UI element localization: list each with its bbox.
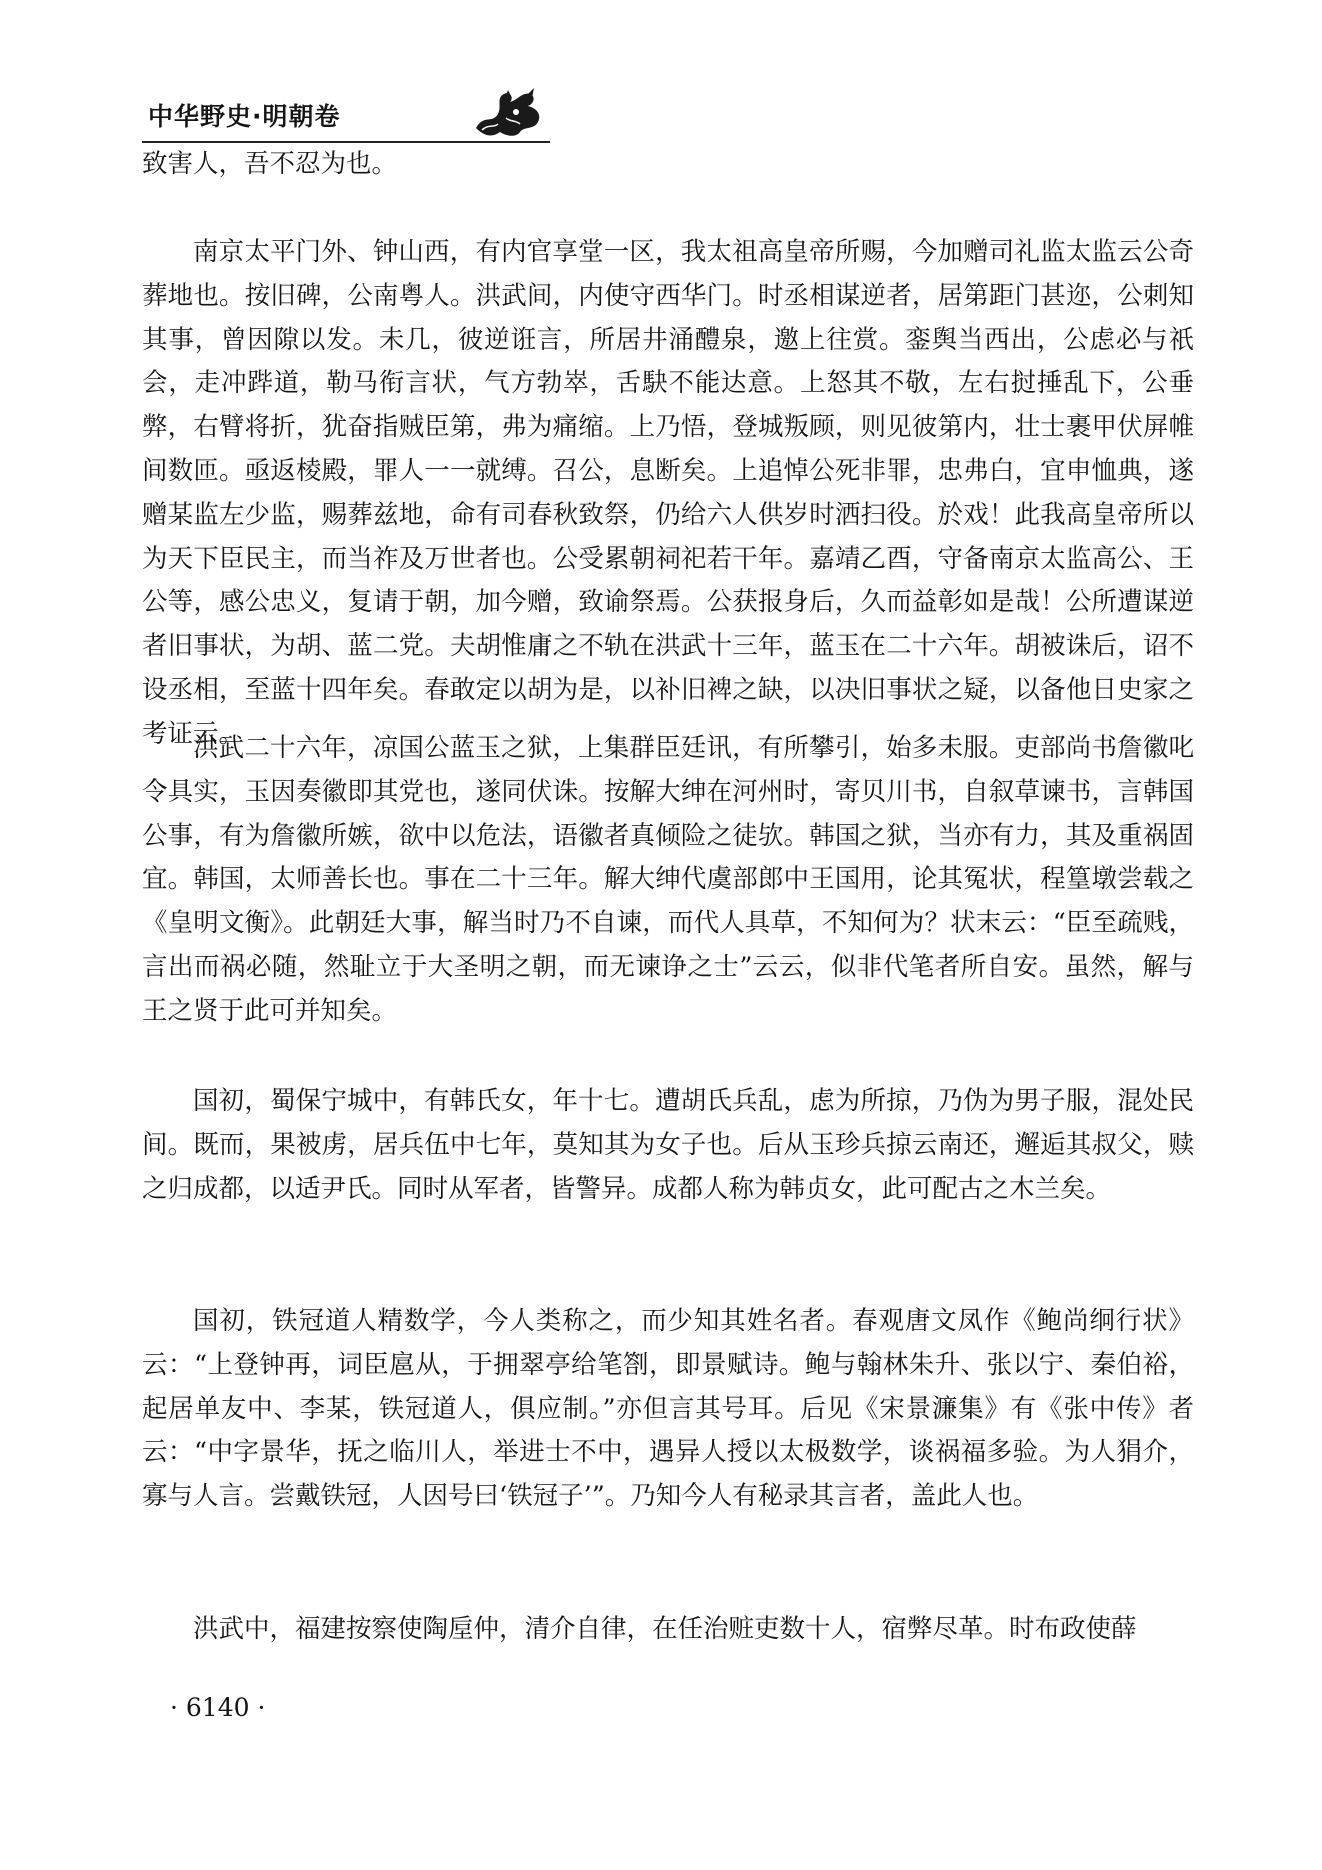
dragon-emblem-icon: [470, 84, 550, 142]
page-number: · 6140 ·: [170, 1693, 266, 1722]
paragraph-han-chaste-woman: [142, 1080, 1194, 1211]
paragraph-continuation: [142, 143, 1194, 187]
paragraph-iron-crown-taoist: [142, 1300, 1194, 1519]
paragraph: 国初，铁冠道人精数学，今人类称之，而少知其姓名者。春观唐文凤作《鲍尚䌹行状》云：“上登钟再，词臣扈从，于拥翠亭给笔劄，即景赋诗。鲍与翰林朱升、张以宁、秦伯裕，起居单友中、李某，铁冠道人，俱应制。”亦但言其号耳。后见《宋景濂集》有《张中传》者云：“中字景华，抚之临川人，举进士不中，遇异人授以太极数学，谈祸福多验。为人狷介，寡与人言。尝戴铁冠，人因号曰‘铁冠子’”。乃知今人有秘录其言者，盖此人也。: [142, 1306, 1194, 1512]
paragraph: 洪武二十六年，凉国公蓝玉之狱，上集群臣廷讯，有所攀引，始多未服。吏部尚书詹徽叱令具实，玉因奏徽即其党也，遂同伏诛。按解大绅在河州时，寄贝川书，自叙草谏书，言韩国公事，有为詹徽所嫉，欲中以危法，语徽者真倾险之徒欤。韩国之狱，当亦有力，其及重祸固宜。韩国，太师善长也。事在二十三年。解大绅代虞部郎中王国用，论其冤状，程篁墩尝载之《皇明文衡》。此朝廷大事，解当时乃不自谏，而代人具草，不知何为？状末云：“臣至疏贱，言出而祸必随，然耻立于大圣明之朝，而无谏诤之士”云云，似非代笔者所自安。虽然，解与王之贤于此可并知矣。: [142, 733, 1194, 1026]
paragraph: 国初，蜀保宁城中，有韩氏女，年十七。遭胡氏兵乱，虑为所掠，乃伪为男子服，混处民间。既而，果被虏，居兵伍中七年，莫知其为女子也。后从玉珍兵掠云南还，邂逅其叔父，赎之归成都，以适尹氏。同时从军者，皆警异。成都人称为韩贞女，此可配古之木兰矣。: [142, 1086, 1194, 1204]
paragraph: 致害人，吾不忍为也。: [142, 149, 398, 179]
paragraph: 洪武中，福建按察使陶垕仲，清介自律，在任治赃吏数十人，宿弊尽革。时布政使薛: [193, 1614, 1137, 1644]
paragraph: 南京太平门外、钟山西，有内官享堂一区，我太祖高皇帝所赐，今加赠司礼监太监云公奇葬地也。按旧碑，公南粤人。洪武间，内使守西华门。时丞相谋逆者，居第距门甚迩，公刺知其事，曾因隙以发。未几，彼逆诳言，所居井涌醴泉，邀上往赏。銮舆当西出，公虑必与祇会，走冲跸道，勒马衔言状，气方勃崒，舌駃不能达意。上怒其不敬，左右挝捶乱下，公垂弊，右臂将折，犹奋指贼臣第，弗为痛缩。上乃悟，登城叛顾，则见彼第内，壮士裹甲伏屏帷间数匝。亟返棱殿，罪人一一就缚。召公，息断矣。上追悼公死非罪，忠弗白，宜申恤典，遂赠某监左少监，赐葬兹地，命有司春秋致祭，仍给六人供岁时洒扫役。於戏！此我高皇帝所以为天下臣民主，而当祚及万世者也。公受累朝祠祀若干年。嘉靖乙酉，守备南京太监高公、王公等，感公忠义，复请于朝，加今赠，致谕祭焉。公获报身后，久而益彰如是哉！公所遭谋逆者旧事状，为胡、蓝二党。夫胡惟庸之不轨在洪武十三年，蓝玉在二十六年。胡被诛后，诏不设丞相，至蓝十四年矣。春敢定以胡为是，以补旧裨之缺，以决旧事状之疑，以备他日史家之考证云。: [142, 237, 1194, 749]
book-title: 中华野史·明朝卷: [148, 102, 341, 131]
paragraph-tao-houzhong: [142, 1608, 1194, 1652]
paragraph-yun-qi-burial: [142, 231, 1194, 757]
paragraph-lan-yu-case: [142, 727, 1194, 1034]
